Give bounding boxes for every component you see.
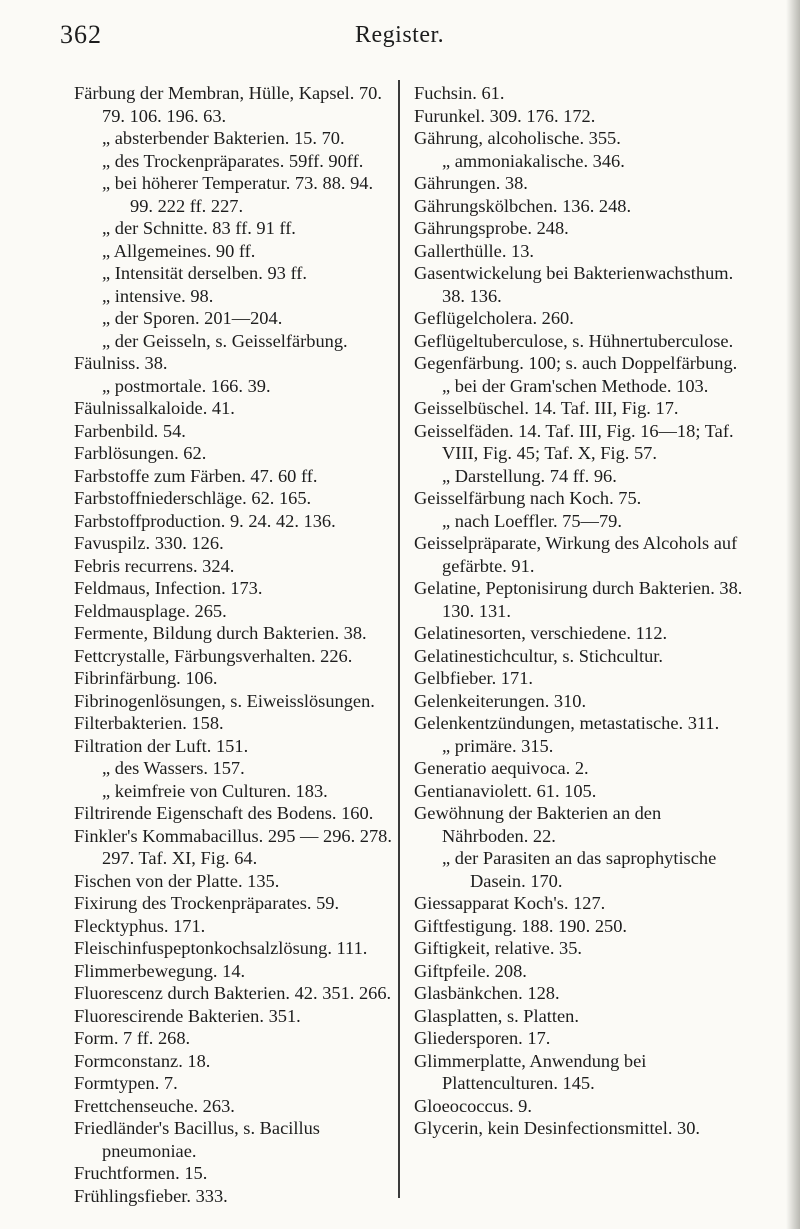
index-entry: Fluorescenz durch Bakterien. 42. 351. 266.: [74, 983, 392, 1003]
index-entry: Feldmaus, Infection. 173.: [74, 578, 263, 598]
index-entry: Filterbakterien. 158.: [74, 713, 224, 733]
index-entry: Geisselbüschel. 14. Taf. III, Fig. 17.: [414, 398, 679, 418]
index-subentry: „ bei der Gram'schen Methode. 103.: [442, 375, 709, 396]
index-subentry: „ des Trockenpräparates. 59ff. 90ff.: [102, 150, 364, 171]
index-entry: Gelbfieber. 171.: [414, 668, 533, 688]
index-entry: Feldmausplage. 265.: [74, 600, 227, 621]
index-entry: Fuchsin. 61.: [414, 83, 505, 103]
index-subentry: „ bei höherer Temperatur. 73. 88. 94. 99. 222 ff. 227.: [102, 173, 374, 216]
index-entry: Friedländer's Bacillus, s. Bacillus pneumoniae.: [74, 1118, 320, 1161]
index-subentry: „ intensive. 98.: [102, 285, 214, 306]
running-head: Register.: [355, 22, 445, 48]
index-subentry: „ der Parasiten an das saprophytische Dasein. 170.: [442, 848, 717, 891]
index-subentry: „ Allgemeines. 90 ff.: [102, 240, 256, 261]
index-entry: Fibrinogenlösungen, s. Eiweisslösungen.: [74, 690, 375, 711]
index-entry: Giftfestigung. 188. 190. 250.: [414, 915, 628, 936]
index-entry: Gallerthülle. 13.: [414, 240, 535, 261]
page-number: 362: [60, 20, 102, 49]
index-entry: Gasentwickelung bei Bakterienwachsthum. 38. 136.: [414, 263, 734, 306]
index-entry: Gährungsprobe. 248.: [414, 218, 569, 238]
index-entry: Giessapparat Koch's. 127.: [414, 893, 606, 913]
index-entry: Färbung der Membran, Hülle, Kapsel. 70. 79. 106. 196. 63.: [74, 83, 382, 126]
index-entry: Gegenfärbung. 100; s. auch Doppelfärbung.: [414, 353, 738, 373]
index-subentry: „ des Wassers. 157.: [102, 758, 245, 778]
index-entry: Fluorescirende Bakterien. 351.: [74, 1005, 301, 1026]
index-entry: Gelatinesorten, verschiedene. 112.: [414, 623, 668, 643]
index-entry: Flecktyphus. 171.: [74, 915, 206, 936]
index-entry: Giftigkeit, relative. 35.: [414, 938, 583, 958]
index-entry: Giftpfeile. 208.: [414, 960, 527, 981]
page-edge-shadow: [786, 0, 800, 1229]
index-entry: Gährung, alcoholische. 355.: [414, 128, 621, 148]
index-entry: Fäulniss. 38.: [74, 353, 168, 373]
index-entry: Fermente, Bildung durch Bakterien. 38.: [74, 623, 367, 643]
index-entry: Farbstoffe zum Färben. 47. 60 ff.: [74, 465, 318, 486]
index-entry: Farbstoffproduction. 9. 24. 42. 136.: [74, 510, 336, 531]
index-subentry: „ primäre. 315.: [442, 735, 554, 756]
index-entry: Farblösungen. 62.: [74, 443, 207, 463]
index-subentry: „ keimfreie von Culturen. 183.: [102, 780, 328, 801]
index-entry: Gelenkentzündungen, metastatische. 311.: [414, 713, 720, 733]
index-entry: Fixirung des Trockenpräparates. 59.: [74, 893, 340, 913]
index-entry: Flimmerbewegung. 14.: [74, 960, 246, 981]
index-entry: Favuspilz. 330. 126.: [74, 533, 224, 553]
index-subentry: „ absterbender Bakterien. 15. 70.: [102, 128, 345, 148]
index-entry: Farbstoffniederschläge. 62. 165.: [74, 488, 312, 508]
index-subentry: „ Darstellung. 74 ff. 96.: [442, 465, 617, 486]
index-entry: Filtrirende Eigenschaft des Bodens. 160.: [74, 803, 374, 823]
index-entry: Generatio aequivoca. 2.: [414, 758, 589, 778]
index-entry: Gelenkeiterungen. 310.: [414, 690, 587, 711]
index-column-left: [74, 82, 392, 1207]
index-subentry: „ Intensität derselben. 93 ff.: [102, 263, 307, 283]
index-entry: Fischen von der Platte. 135.: [74, 870, 280, 891]
index-entry: Gelatine, Peptonisirung durch Bakterien. 38. 130. 131.: [414, 578, 743, 621]
index-entry: Fruchtformen. 15.: [74, 1163, 208, 1183]
index-entry: Fibrinfärbung. 106.: [74, 668, 218, 688]
index-entry: Formtypen. 7.: [74, 1073, 178, 1093]
index-entry: Geisselfärbung nach Koch. 75.: [414, 488, 642, 508]
index-subentry: „ ammoniakalische. 346.: [442, 150, 625, 171]
index-entry: Glasplatten, s. Platten.: [414, 1005, 579, 1026]
index-entry: Gliedersporen. 17.: [414, 1028, 551, 1048]
index-entry: Form. 7 ff. 268.: [74, 1028, 191, 1048]
column-divider: [398, 80, 400, 1198]
index-entry: Frettchenseuche. 263.: [74, 1095, 235, 1116]
index-entry: Gelatinestichcultur, s. Stichcultur.: [414, 645, 664, 666]
index-entry: Febris recurrens. 324.: [74, 555, 235, 576]
index-entry: Frühlingsfieber. 333.: [74, 1185, 228, 1206]
index-subentry: „ der Geisseln, s. Geisselfärbung.: [102, 330, 348, 351]
index-entry: Gährungen. 38.: [414, 173, 528, 193]
index-entry: Farbenbild. 54.: [74, 420, 186, 441]
index-entry: Fäulnissalkaloide. 41.: [74, 398, 235, 418]
index-entry: Geflügeltuberculose, s. Hühnertuberculose.: [414, 330, 734, 351]
index-entry: Gentianaviolett. 61. 105.: [414, 780, 597, 801]
index-entry: Finkler's Kommabacillus. 295 — 296. 278. 297. Taf. XI, Fig. 64.: [74, 825, 392, 868]
index-entry: Geisselpräparate, Wirkung des Alcohols auf gefärbte. 91.: [414, 533, 738, 576]
index-entry: Gewöhnung der Bakterien an den Nährboden. 22.: [414, 803, 662, 846]
index-entry: Glimmerplatte, Anwendung bei Plattenculturen. 145.: [414, 1050, 647, 1093]
index-entry: Geisselfäden. 14. Taf. III, Fig. 16—18; Taf. VIII, Fig. 45; Taf. X, Fig. 57.: [414, 420, 734, 463]
index-entry: Formconstanz. 18.: [74, 1050, 211, 1071]
index-entry: Fleischinfuspeptonkochsalzlösung. 111.: [74, 938, 368, 958]
index-entry: Gloeococcus. 9.: [414, 1095, 532, 1116]
index-column-right: [414, 82, 744, 1140]
index-subentry: „ der Schnitte. 83 ff. 91 ff.: [102, 218, 296, 238]
index-entry: Glycerin, kein Desinfectionsmittel. 30.: [414, 1118, 701, 1138]
index-subentry: „ postmortale. 166. 39.: [102, 375, 271, 396]
index-entry: Fettcrystalle, Färbungsverhalten. 226.: [74, 645, 353, 666]
index-entry: Filtration der Luft. 151.: [74, 735, 249, 756]
index-entry: Geflügelcholera. 260.: [414, 308, 574, 328]
index-subentry: „ der Sporen. 201—204.: [102, 308, 283, 328]
index-entry: Furunkel. 309. 176. 172.: [414, 105, 596, 126]
index-entry: Gährungskölbchen. 136. 248.: [414, 195, 632, 216]
index-subentry: „ nach Loeffler. 75—79.: [442, 510, 622, 531]
index-entry: Glasbänkchen. 128.: [414, 983, 560, 1003]
